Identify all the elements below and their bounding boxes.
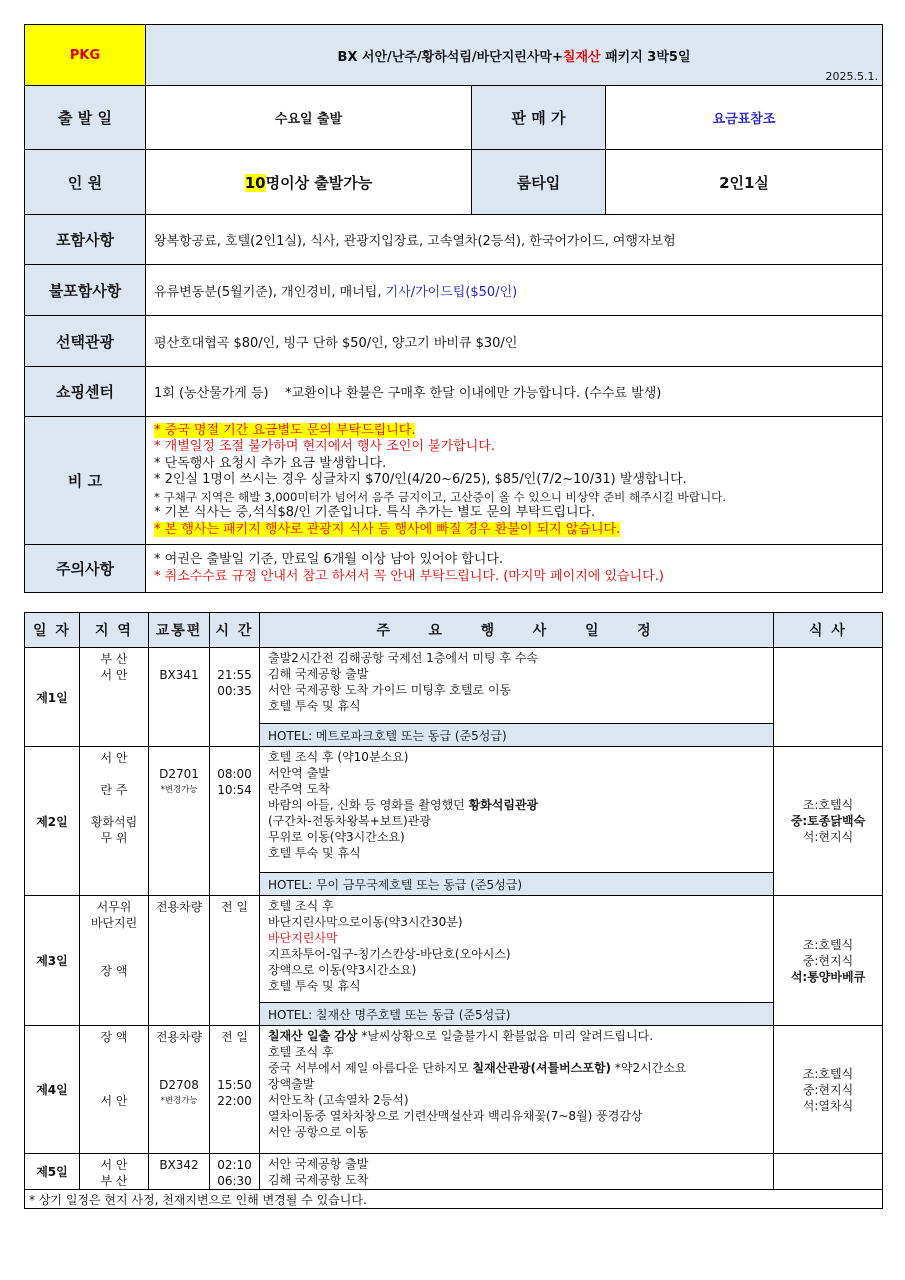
region: 부 산 [100,1174,128,1188]
train-number: D2708 [159,1078,199,1092]
activity-text: 중국 서부에서 제일 아름다운 단하지모 [268,1061,473,1075]
activity-highlight: 칠재산관광(셔틀버스포함) [472,1061,612,1075]
excluded-value [146,265,883,316]
activities-cell [260,1026,774,1154]
optional-value: 평산호대협곡 $80/인, 빙구 단하 $50/인, 양고기 바비큐 $30/인 [146,316,883,367]
header-date: 일 자 [25,613,80,648]
change-note: *변경가능 [160,785,198,795]
transport-cell [149,1154,210,1190]
region-cell [80,747,149,896]
activity: 바단지린사막으로이동(약3시간30분) [268,915,463,929]
people-rest: 명이상 출발가능 [265,173,373,192]
change-note: *변경가능 [160,1096,198,1106]
header-meal: 식 사 [774,613,883,648]
hotel-info: HOTEL: 메트로파크호텔 또는 동급 (준5성급) [260,724,774,747]
optional-label: 선택관광 [25,316,146,367]
flight-number: BX342 [159,1158,199,1172]
price-label: 판 매 가 [472,86,606,150]
region: 서 안 [100,1094,128,1108]
activity [268,1028,769,1044]
region: 서 안 [100,751,128,765]
activity-highlight: 칠재산 일출 감상 [268,1029,358,1043]
people-value [146,150,472,215]
departure-label: 출 발 일 [25,86,146,150]
flight-number: BX341 [159,668,199,682]
day-label: 제3일 [25,896,80,1026]
hotel-info: HOTEL: 칠재산 명주호텔 또는 동급 (준5성급) [260,1003,774,1026]
excluded-text: 유류변동분(5월기준), 개인경비, 매너팁, [154,284,386,300]
transport-cell [149,648,210,747]
region: 바단지린 [90,916,138,930]
meal-breakfast: 조:호텔식 [802,1066,854,1081]
schedule-table [24,612,883,1209]
region: 서 안 [100,668,128,682]
remark-item: * 기본 식사는 중,석식$8/인 기준입니다. 특식 추가는 별도 문의 부탁드립니다. [154,505,596,521]
time: 21:55 [217,668,252,682]
meal-cell [774,896,883,1026]
schedule-footnote: * 상기 일정은 현지 사정, 천재지변으로 인해 변경될 수 있습니다. [25,1190,883,1209]
meal-breakfast: 조:호텔식 [802,798,854,812]
vehicle: 전용차량 [155,1030,203,1044]
meal-dinner: 석:통양바베큐 [790,969,866,984]
excluded-label: 불포함사항 [25,265,146,316]
included-label: 포함사항 [25,215,146,265]
activity: 호텔 투숙 및 휴식 [268,699,361,713]
activity-text: 바람의 아들, 신화 등 영화를 촬영했던 [268,798,469,812]
activity-text: *약2시간소요 [611,1061,687,1075]
region-cell [80,1154,149,1190]
title-part: 패키지 3박5일 [600,49,691,65]
region: 란 주 [100,783,128,797]
region-cell [80,648,149,747]
header-region: 지 역 [80,613,149,648]
activity [268,1060,769,1076]
activity: 호텔 투숙 및 휴식 [268,979,361,993]
meal-dinner: 석:현지식 [802,830,854,844]
caution-item: * 취소수수료 규정 안내서 참고 하셔서 꼭 안내 부탁드립니다. (마지막 페이지에 있습니다.) [154,568,664,584]
vehicle: 전용차량 [155,900,203,914]
day-label: 제1일 [25,648,80,747]
meal-lunch: 중:현지식 [802,953,854,968]
meal-dinner: 석:열차식 [802,1098,854,1113]
activity: 장액출발 [268,1077,315,1091]
min-people: 10 [244,173,266,192]
region: 황화석림 [90,815,138,829]
remarks-label: 비 고 [25,417,146,545]
info-table [24,24,883,593]
remark-item: * 2인실 1명이 쓰시는 경우 싱글차지 $70/인(4/20~6/25), $85/인(7/2~10/31) 발생합니다. [154,472,687,488]
header-time: 시 간 [210,613,260,648]
region: 장 액 [100,964,128,978]
header-activities: 주 요 행 사 일 정 [260,613,774,648]
meal-lunch: 중:현지식 [802,1082,854,1097]
room-value: 2인1실 [606,150,883,215]
time-cell [210,648,260,747]
remarks-list [146,417,883,545]
transport-cell [149,1026,210,1154]
time-cell [210,896,260,1026]
transport-cell [149,747,210,896]
activity: 서안도착 (고속열차 2등석) [268,1093,409,1107]
activity-text: *날씨상황으로 일출불가시 환불없음 미리 알려드립니다. [357,1029,654,1043]
activity: (구간차-전동차왕복+보트)관광 [268,814,431,828]
price-value: 요금표참조 [606,86,883,150]
people-label: 인 원 [25,150,146,215]
time-cell [210,747,260,896]
activity: 김해 국제공항 도착 [268,1173,369,1187]
pkg-badge: PKG [25,25,146,86]
region-cell [80,1026,149,1154]
activity: 서안 공항으로 이동 [268,1125,369,1139]
region: 부 산 [100,652,128,666]
title-highlight: 칠재산 [562,49,601,65]
region: 무 위 [100,831,128,845]
activity: 무위로 이동(약3시간소요) [268,830,405,844]
region: 장 액 [100,1030,128,1044]
region: 서 안 [100,1158,128,1172]
document-date: 2025.5.1. [825,70,878,83]
transport-cell [149,896,210,1026]
time: 15:50 [217,1078,252,1092]
caution-list [146,545,883,593]
day-label: 제4일 [25,1026,80,1154]
shopping-value: 1회 (농산물가게 등) *교환이나 환불은 구매후 한달 이내에만 가능합니다. (수수료 발생) [146,367,883,417]
region: 서무위 [96,900,132,914]
time: 02:10 [217,1158,252,1172]
shopping-label: 쇼핑센터 [25,367,146,417]
activity: 열차이동중 열차차창으로 기련산맥설산과 백리유채꽃(7~8월) 풍경감상 [268,1109,643,1123]
activities-cell [260,648,774,724]
activity: 호텔 조식 후 (약10분소요) [268,750,409,764]
activities-cell [260,747,774,873]
remark-item: * 단독행사 요청시 추가 요금 발생합니다. [154,455,387,471]
departure-value: 수요일 출발 [146,86,472,150]
time: 08:00 [217,767,252,781]
excluded-tip: 기사/가이드팁($50/인) [385,284,518,300]
activity: 호텔 조식 후 [268,1045,334,1059]
remark-item: * 중국 명절 기간 요금별도 문의 부탁드립니다. [154,422,416,438]
activities-cell [260,896,774,1003]
time: 06:30 [217,1174,252,1188]
time: 22:00 [217,1094,252,1108]
header-transport: 교통편 [149,613,210,648]
activity: 호텔 조식 후 [268,899,334,913]
remark-item: * 개별일정 조절 불가하며 현지에서 행사 조인이 불가합니다. [154,439,495,455]
caution-item: * 여권은 출발일 기준, 만료일 6개월 이상 남아 있어야 합니다. [154,552,504,567]
day-label: 제5일 [25,1154,80,1190]
included-value: 왕복항공료, 호텔(2인1실), 식사, 관광지입장료, 고속열차(2등석), 한국어가이드, 여행자보험 [146,215,883,265]
time: 10:54 [217,783,252,797]
room-label: 룸타입 [472,150,606,215]
time: 전 일 [221,900,248,914]
hotel-info: HOTEL: 무이 금무국제호텔 또는 동급 (준5성급) [260,873,774,896]
activity: 호텔 투숙 및 휴식 [268,846,361,860]
activity: 지프차투어-입구-칭기스칸상-바단호(오아시스) [268,947,511,961]
region-cell [80,896,149,1026]
time: 00:35 [217,684,252,698]
activity: 란주역 도착 [268,782,330,796]
time-cell [210,1026,260,1154]
time-cell [210,1154,260,1190]
activity-highlight: 황화석림관광 [468,798,539,812]
meal-breakfast: 조:호텔식 [802,937,854,952]
package-title [146,25,883,86]
time: 전 일 [221,1030,248,1044]
meal-cell [774,1154,883,1190]
train-number: D2701 [159,767,199,781]
remark-item: * 본 행사는 패키지 행사로 관광지 식사 등 행사에 빠질 경우 환불이 되지 않습니다. [154,521,621,537]
caution-label: 주의사항 [25,545,146,593]
activity: 출발2시간전 김해공항 국제선 1층에서 미팅 후 수속 [268,651,538,665]
activity: 서안 국제공항 출발 [268,1157,369,1171]
meal-lunch: 중:토종닭백숙 [790,814,866,828]
day-label: 제2일 [25,747,80,896]
activity: 김해 국제공항 출발 [268,667,369,681]
activities-cell [260,1154,774,1190]
meal-cell [774,1026,883,1154]
meal-cell [774,648,883,747]
meal-cell [774,747,883,896]
activity: 바단지린사막 [268,931,338,945]
activity: 서안 국제공항 도착 가이드 미팅후 호텔로 이동 [268,683,512,697]
activity [268,797,769,813]
activity: 서안역 출발 [268,766,330,780]
activity: 장액으로 이동(약3시간소요) [268,963,417,977]
title-part: BX 서안/난주/황하석림/바단지린사막+ [337,49,563,65]
remark-item: * 구채구 지역은 해발 3,000미터가 넘어서 음주 금지이고, 고산증이 올 수 있으니 비상약 준비 해주시길 바랍니다. [154,489,727,504]
